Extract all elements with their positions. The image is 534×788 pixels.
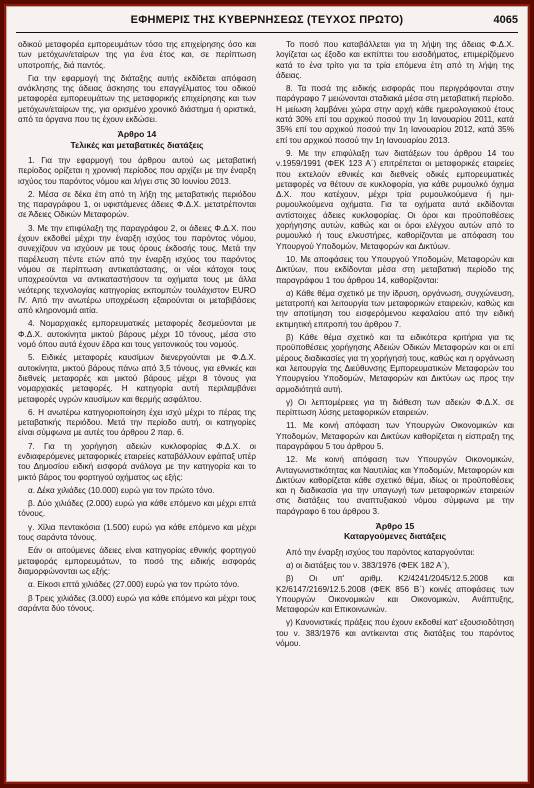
list-item: α) Κάθε θέμα σχετικό με την ίδρυση, οργάνωση, συγχώνευση, μετατροπή και λειτουργία των μεταφορικών εταιρειών, καθώς και την αποτίμηση του εισφερόμενου κεφαλαίου από την ειδική εκτιμητική επιτροπή του άρθρου 7. bbox=[276, 288, 514, 329]
paragraph: 8. Τα ποσά της ειδικής εισφοράς που περιγράφονται στην παράγραφο 7 μειώνονται σταδιακά μέσα στη μεταβατική περίοδο. Η μείωση λαμβάνει χώρα στην αρχή κάθε ημερολογιακού έτους κατά 30% επί του αρχικού ποσού την 1η Ιανουαρίου 2011, κατά 35% επί του αρχικού ποσού την 1η Ιανουαρίου 2012, κατά 35% επί του αρχικού ποσού την 1η Ιανουαρίου 2013. bbox=[276, 84, 514, 145]
list-item: α) οι διατάξεις του ν. 383/1976 (ΦΕΚ 182 Α΄), bbox=[286, 560, 450, 570]
paragraph: 5. Ειδικές μεταφορές καυσίμων διενεργούνται με Φ.Δ.Χ. αυτοκίνητα, μικτού βάρους πάνω από 3,5 τόνους, για εθνικές και διεθνείς μεταφορές και μικτού βάρους μέχρι 8 τόνους για νομαρχιακές μεταφορές. Η κατηγορία αυτή περιλαμβάνει μεταφορές υγρών καυσίμων και θερμής ασφάλτου. bbox=[18, 353, 256, 404]
list-item: α. Είκοσι επτά χιλιάδες (27.000) ευρώ για τον πρώτο τόνο. bbox=[28, 580, 240, 590]
page-header bbox=[16, 12, 518, 33]
paragraph: 9. Με την επιφύλαξη των διατάξεων του άρθρου 14 του ν.1959/1991 (ΦΕΚ 123 Α΄) επιτρέπεται οι μεταφορικές εταιρείες που εκτελούν εθνικές και διεθνείς οδικές εμπορευματικές μεταφορές να θέτουν σε κυκλοφορία, για κάθε ρυμουλκό όχημα Δ.Χ. που κατέχουν, μέχρι τρία ρυμουλκούμενα ή ημι-ρυμουλκούμενα οχήματα. Για τα οχήματα αυτά εκδίδονται αντίστοιχες άδειες κυκλοφορίας. Οι όροι και προϋποθέσεις χορήγησης αυτών, καθώς και οι όροι ελέγχου αυτών από το ρυμουλκό ή τους ελκυστήρες, καθορίζονται με απόφαση του Υπουργού Υποδομών, Μεταφορών και Δικτύων. bbox=[276, 148, 514, 251]
paragraph: οδικού μεταφορέα εμπορευμάτων τόσο της επιχείρησης όσο και των μετόχων/εταίρων της για ένα έτος και, σε περίπτωση υποτροπής, διά παντός. bbox=[18, 40, 256, 70]
right-column bbox=[276, 40, 514, 652]
list-item: β Τρεις χιλιάδες (3.000) ευρώ για κάθε επόμενο και μέχρι τους σαράντα δύο τόνους. bbox=[18, 593, 256, 613]
paragraph: 4. Νομαρχιακές εμπορευματικές μεταφορές δεσμεύονται με Φ.Δ.Χ. αυτοκίνητα μικτού βάρους μέχρι 10 τόνους, μέσα στο νομό όπου αυτά έχουν έδρα και τους γειτονικούς του νομούς. bbox=[18, 319, 256, 350]
list-item: γ) Κανονιστικές πράξεις που έχουν εκδοθεί κατ' εξουσιοδότηση του ν. 383/1976 και αντίκεινται στις διατάξεις του παρόντος νόμου. bbox=[276, 618, 514, 649]
paragraph: 6. Η ανωτέρω κατηγοριοποίηση έχει ισχύ μέχρι το πέρας της μεταβατικής περιόδου. Μετά την περίοδο αυτή, οι κατηγορίες είναι σύμφωνα με αυτές του άρθρου 2 παρ. 6. bbox=[18, 407, 256, 438]
paragraph: 11. Με κοινή απόφαση των Υπουργών Οικονομικών και Υποδομών, Μεταφορών και Δικτύων καθορίζεται η είσπραξη της παραγράφου 5 του άρθρου 5. bbox=[276, 421, 514, 451]
paragraph: Το ποσό που καταβάλλεται για τη λήψη της άδειας Φ.Δ.Χ. λογίζεται ως έξοδο και εκπίπτει του εισοδήματος, επιμερίζόμενο κατά το ένα τρίτο για τα τρία επόμενα έτη από τη λήψη της άδειας. bbox=[276, 40, 514, 80]
list-item: γ. Χίλια πεντακόσια (1.500) ευρώ για κάθε επόμενο και μέχρι τους σαράντα τόνους. bbox=[18, 522, 256, 543]
list-item: β) Κάθε θέμα σχετικό και τα ειδικότερα κριτήρια για τις προϋποθέσεις χορήγησης Αδειών Οδικών Μεταφορών και οι επί μέρους διαδικασίες για τη χορήγησή τους, καθώς και η οργάνωση και λειτουργία της Διεύθυνσης Εμπορευματικών Μεταφορών του Υπουργείου Υποδομών, Μεταφορών και Δικτύων ως προς την αρμοδιότητά αυτή. bbox=[276, 333, 514, 394]
paragraph: Για την εφαρμογή της διάταξης αυτής εκδίδεται απόφαση ανάκλησης της άδειας άσκησης του επαγγέλματος του οδικού μεταφορέα εμπορευμάτων της μεταφορικής επιχείρησης και των μετόχων/εταίρων της, για ορισμένο χρονικό διάστημα ή οριστικά, από τα όργανα που τις έχουν εκδώσει. bbox=[18, 73, 256, 125]
paragraph: 1. Για την εφαρμογή του άρθρου αυτού ως μεταβατική περίοδος ορίζεται η χρονική περίοδος που αρχίζει με την έναρξη ισχύος του παρόντος νόμου και λήγει στις 30 Ιουνίου 2013. bbox=[18, 155, 256, 186]
paragraph: Εάν οι αιτούμενες άδειες είναι κατηγορίας εθνικής φορτηγού μεταφοράς εμπορευμάτων, το ποσό της ειδικής εισφοράς διαμορφώνονται ως εξής: bbox=[18, 546, 256, 576]
gazette-page bbox=[4, 4, 530, 784]
paragraph: 3. Με την επιφύλαξη της παραγράφου 2, οι άδειες Φ.Δ.Χ. που έχουν εκδοθεί μέχρι την έναρξη ισχύος του παρόντος νόμου, συνεχίζουν να ισχύουν με τους όρους έκδοσής τους. Μετά την παρέλευση πέντε ετών από την έναρξη ισχύος του παρόντος νόμου σε περίπτωση αντικατάστασης, οι νέοι κάτοχοι τους υποχρεούνται να αντικαταστήσουν τα οχήματα τους με άλλα νεότερης τεχνολογίας κατηγορίας εκπομπών τουλάχιστον EURO IV. Από την ανωτέρω υποχρέωση εξαιρούνται οι μεταβιβάσεις από κληρονομιά αιτία. bbox=[18, 223, 256, 316]
page-number: 4065 bbox=[493, 14, 518, 26]
article-title: Άρθρο 15 bbox=[375, 521, 415, 532]
list-item: β) Οι υπ' αριθμ. Κ2/4241/2045/12.5.2008 και Κ2/6147/2169/12.5.2008 (ΦΕΚ 856 Β΄) κοινές αποφάσεις των Υπουργών Οικονομικών και Οικονομικών, Ανάπτυξης, Μεταφορών και Επικοινωνιών. bbox=[276, 574, 514, 615]
paragraph: 2. Μέσα σε δέκα έτη από τη λήξη της μεταβατικής περιόδου της παραγράφου 1, οι υφιστάμενες άδειες Φ.Δ.Χ. μετατρέπονται σε Άδειες Οδικών Μεταφορών. bbox=[18, 189, 256, 220]
paragraph: 10. Με αποφάσεις του Υπουργού Υποδομών, Μεταφορών και Δικτύων, που εκδίδονται μέσα στη μεταβατική περίοδο της παραγράφου 1 του άρθρου 14, καθορίζονται: bbox=[276, 254, 514, 285]
paragraph: 12. Με κοινή απόφαση των Υπουργών Οικονομικών, Ανταγωνιστικότητας και Ναυτιλίας και Υποδομών, Μεταφορών και Δικτύων καθορίζεται κάθε σχετικό θέμα, ιδίως οι προϋποθέσεις και η διαδικασία για την υπαγωγή των μεταφορικών εταιρειών στις διατάξεις του αναπτυξιακού νόμου σύμφωνα με την παράγραφο 6 του άρθρου 3. bbox=[276, 455, 514, 516]
list-item: α. Δέκα χιλιάδες (10.000) ευρώ για τον πρώτο τόνο. bbox=[28, 485, 215, 495]
list-item: β. Δύο χιλιάδες (2.000) ευρώ για κάθε επόμενο και μέχρι επτά τόνους. bbox=[18, 499, 256, 519]
left-column bbox=[18, 40, 256, 617]
article-title: Άρθρο 14 bbox=[117, 129, 157, 140]
paragraph: Από την έναρξη ισχύος του παρόντος καταργούνται: bbox=[286, 547, 475, 557]
article-subtitle: Τελικές και μεταβατικές διατάξεις bbox=[70, 139, 204, 150]
paragraph: 7. Για τη χορήγηση αδειών κυκλοφορίας Φ.Δ.Χ. οι ενδιαφερόμενες μεταφορικές εταιρείες καταβάλλουν εφάπαξ υπέρ του Δημοσίου ειδική εισφορά ανάλογα με την κατηγορία και το μικτό βάρος του φορτηγού οχήματος ως εξής: bbox=[18, 441, 256, 482]
list-item: γ) Οι λεπτομέρειες για τη διάθεση των αδειών Φ.Δ.Χ. σε περίπτωση λύσης μεταφορικών εταιρειών. bbox=[276, 397, 514, 418]
article-subtitle: Καταργούμενες διατάξεις bbox=[343, 531, 447, 542]
gazette-title: ΕΦΗΜΕΡΙΣ ΤΗΣ ΚΥΒΕΡΝΗΣΕΩΣ (ΤΕΥΧΟΣ ΠΡΩΤΟ) bbox=[130, 14, 404, 26]
